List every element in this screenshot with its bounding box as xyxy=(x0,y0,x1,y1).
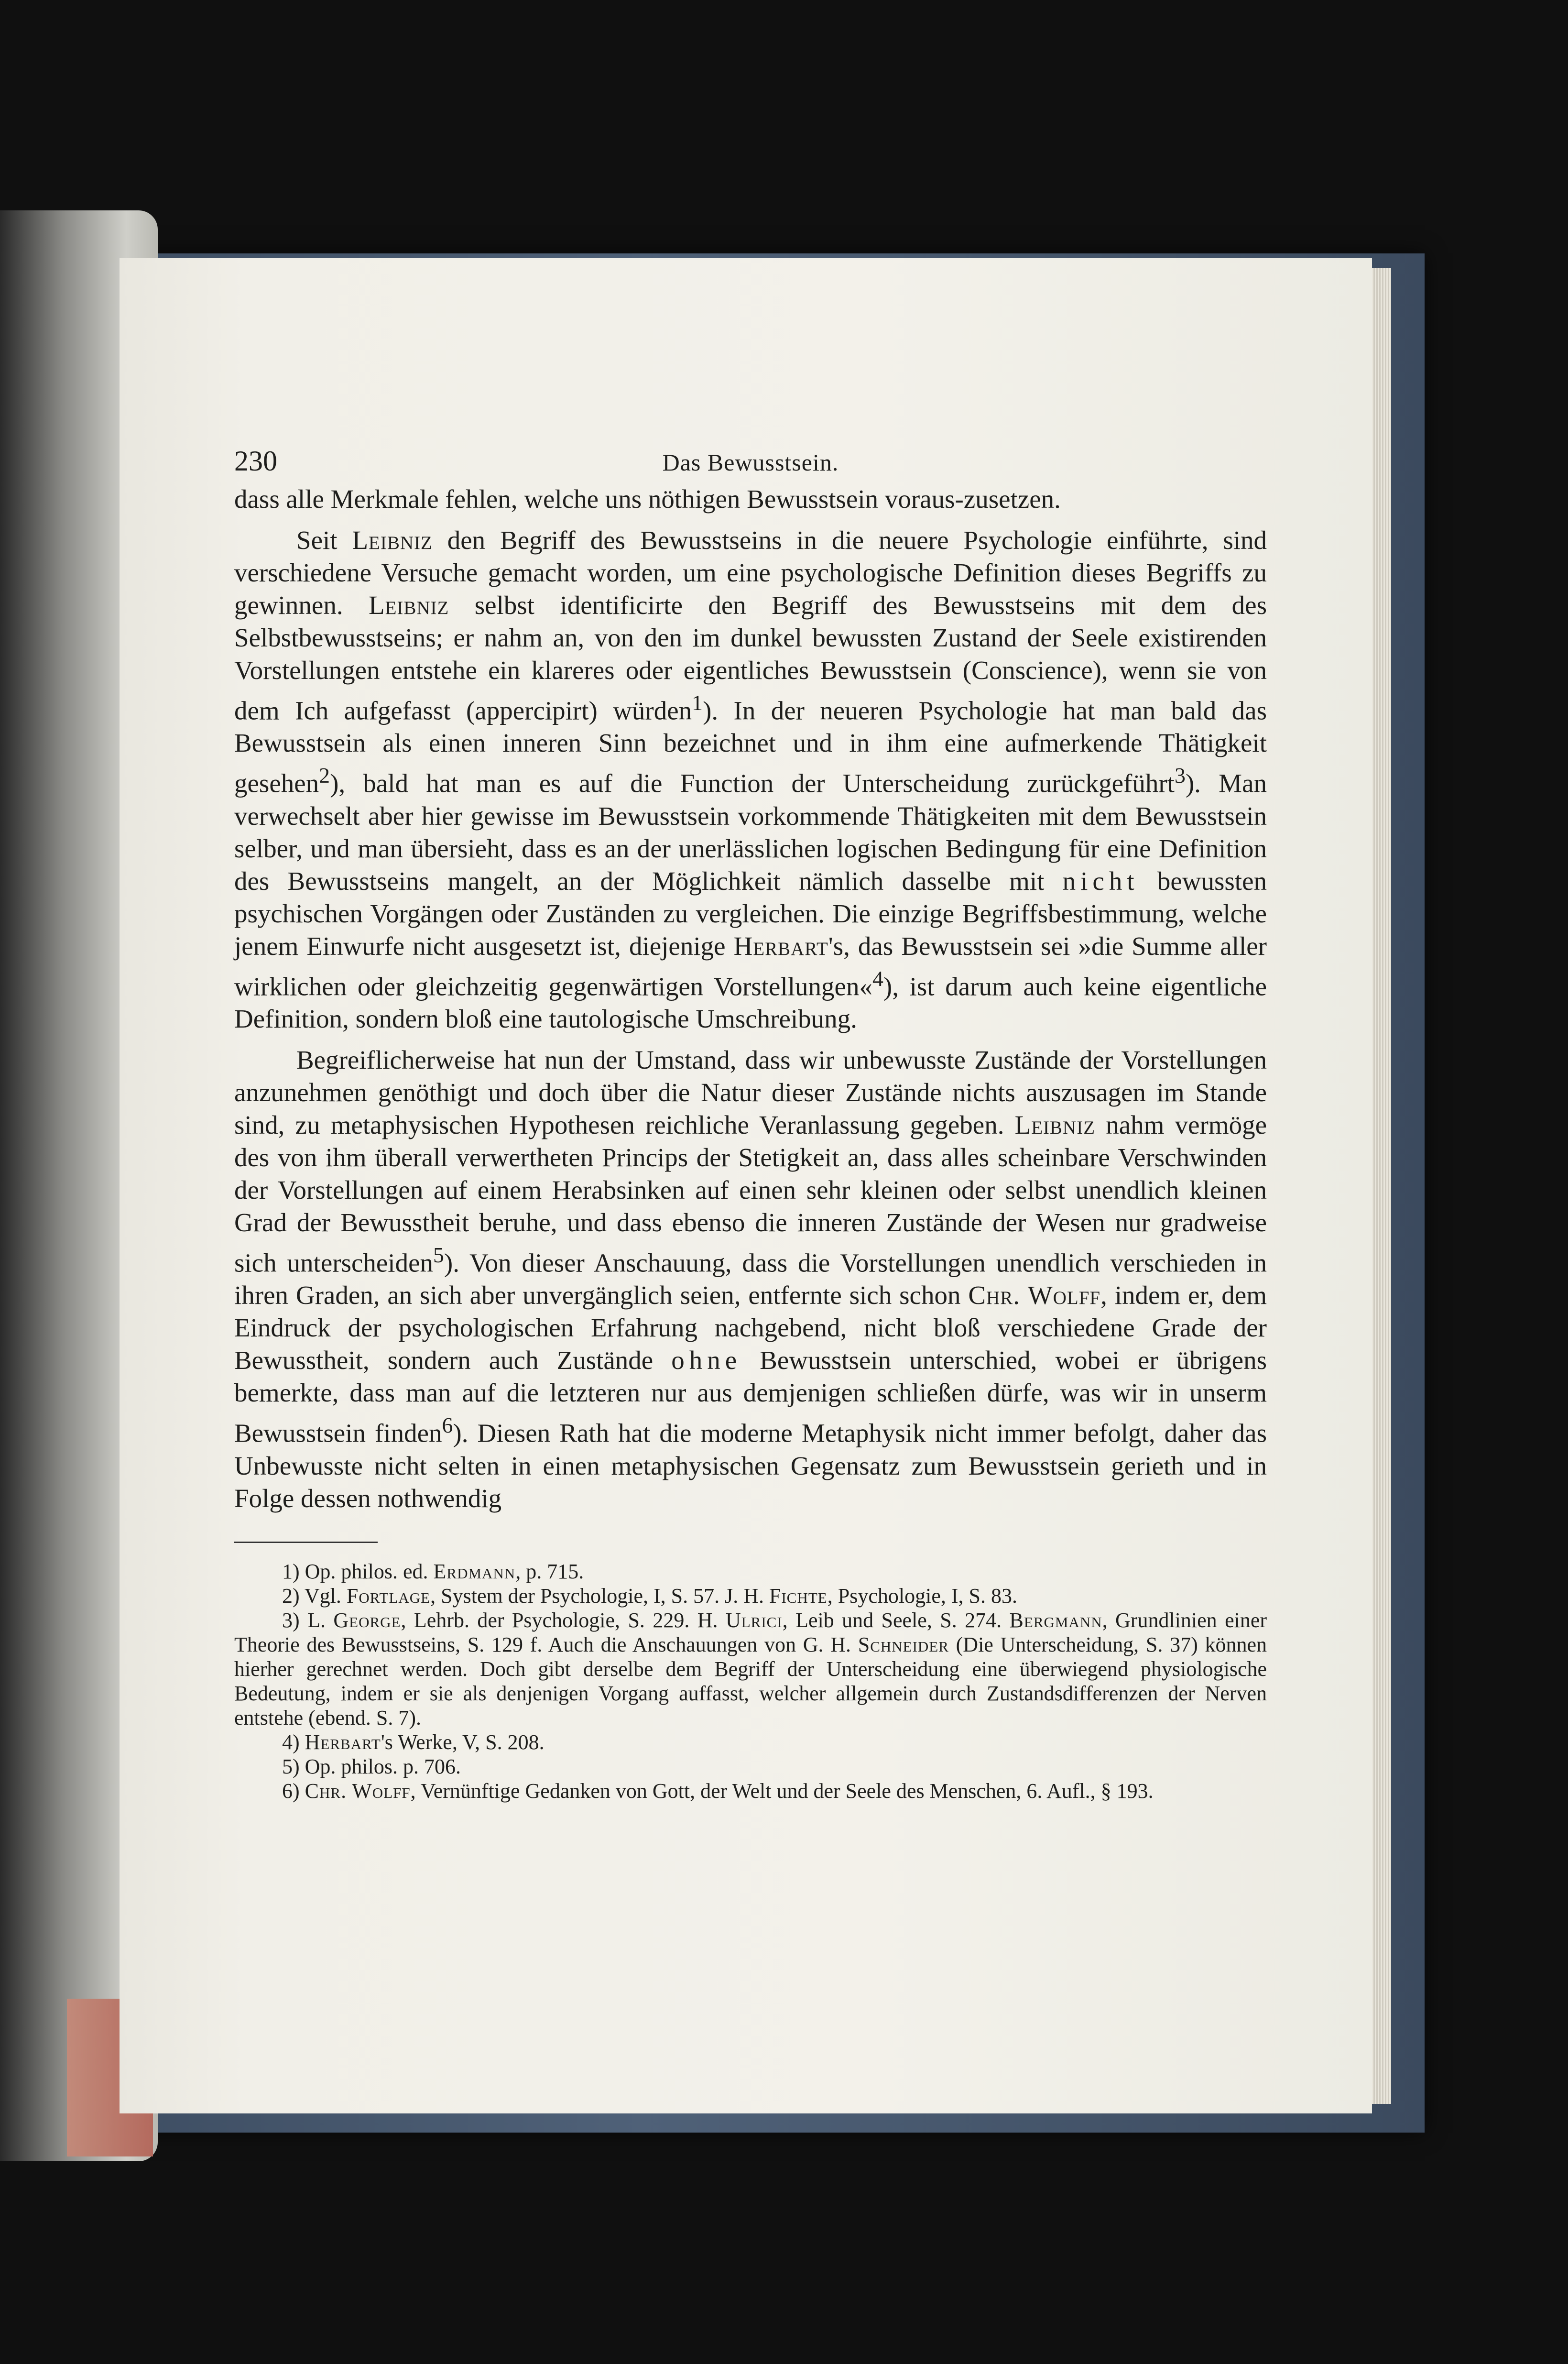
footnote-ref: 1 xyxy=(692,690,703,715)
author-name: Erdmann xyxy=(433,1559,516,1583)
text-run: ), ist darum auch keine eigentliche Definition, sondern bloß eine tautologische Umschreibung. xyxy=(234,971,1267,1033)
text-run: 's Werke, V, S. 208. xyxy=(381,1730,544,1754)
paragraph xyxy=(234,1044,1267,1515)
text-run: ), bald hat man es auf die Function der Unterscheidung zurückgeführt xyxy=(330,768,1175,798)
author-name: Fichte xyxy=(769,1584,828,1608)
paragraph xyxy=(234,524,1267,1035)
author-name: Leibniz xyxy=(352,525,433,555)
author-name: George xyxy=(333,1608,401,1632)
page-number: 230 xyxy=(234,445,277,477)
footnote-ref: 6 xyxy=(442,1413,453,1438)
text-run: 4) xyxy=(282,1730,305,1754)
text-run: ). Von dieser Anschauung, dass die Vorstellungen unendlich verschieden in ihren Graden, an sich aber unvergänglich seien, entfernte sich schon xyxy=(234,1248,1267,1310)
author-name: Schneider xyxy=(858,1632,949,1656)
running-title: Das Bewusstsein. xyxy=(662,449,839,476)
footnote xyxy=(234,1754,1267,1779)
text-run: 3) L. xyxy=(282,1608,334,1632)
footnote-ref: 2 xyxy=(319,763,330,788)
author-name: Leibniz xyxy=(368,591,449,620)
text-run: ). In der neueren Psychologie hat man bald das Bewusstsein als einen inneren Sinn bezeichnet und in ihm eine aufmerkende Thätigkeit gesehen xyxy=(234,696,1267,798)
text-run: selbst identificirte den Begriff des Bewusstseins mit dem des Selbstbewusstseins; er nahm an, von den im dunkel bewussten Zustand der Seele existirenden Vorstellungen entstehe ein klareres oder eigentliches Bewusstsein (Conscience), wenn sie von dem Ich aufgefasst (appercipirt) würden xyxy=(234,591,1267,725)
text-run: ). Diesen Rath hat die moderne Metaphysik nicht immer befolgt, daher das Unbewusste nicht selten in einen metaphysischen Gegensatz zum Bewusstsein gerieth und in Folge dessen nothwendig xyxy=(234,1418,1267,1513)
text-run: Seit xyxy=(296,525,352,555)
text-run: nahm vermöge des von ihm überall verwertheten Princips der Stetigkeit an, dass alles scheinbare Verschwinden der Vorstellungen auf einem Herabsinken auf einen sehr kleinen oder selbst unendlich kleinen Grad der Bewusstheit beruhe, und dass ebenso die inneren Zustände der Wesen nur gradweise sich unterscheiden xyxy=(234,1110,1267,1278)
text-run: , Vernünftige Gedanken von Gott, der Welt und der Seele des Menschen, 6. Aufl., § 193. xyxy=(410,1779,1154,1803)
footnote-ref: 3 xyxy=(1174,763,1186,788)
text-run: 6) xyxy=(282,1779,305,1803)
text-run: , System der Psychologie, I, S. 57. J. H. xyxy=(430,1584,770,1608)
author-name: Fortlage xyxy=(346,1584,431,1608)
text-run: 2) Vgl. xyxy=(282,1584,347,1608)
text-run: (Die Unterscheidung, S. 37) können hierher gerechnet werden. Doch gibt derselbe dem Begriff der Unterscheidung eine überwiegend physiologische Bedeutung, indem er sie als denjenigen Vorgang auffasst, welcher allgemein durch Zustandsdifferenzen der Nerven entstehe (ebend. S. 7). xyxy=(234,1632,1267,1729)
author-name: Chr. Wolff xyxy=(968,1280,1101,1310)
text-run: , Grundlinien einer Theorie des Bewusstseins, S. 129 f. Auch die Anschauungen von G. H. xyxy=(234,1608,1267,1656)
text-run: 5) Op. philos. p. 706. xyxy=(282,1754,461,1778)
footnote xyxy=(234,1559,1267,1584)
text-run: , p. 715. xyxy=(515,1559,584,1583)
author-name: Herbart xyxy=(305,1730,381,1754)
page-header xyxy=(234,445,1267,483)
body-text xyxy=(234,483,1267,1515)
text-run: , Psychologie, I, S. 83. xyxy=(827,1584,1017,1608)
paragraph-continued: dass alle Merkmale fehlen, welche uns nöthigen Bewusstsein voraus-zusetzen. xyxy=(234,484,1061,514)
page-content xyxy=(234,445,1267,1803)
author-name: Herbart xyxy=(733,931,828,961)
footnote xyxy=(234,1608,1267,1730)
footnote xyxy=(234,1584,1267,1608)
emphasis: ohne xyxy=(671,1346,742,1375)
text-run: 1) Op. philos. ed. xyxy=(282,1559,434,1583)
text-run: , indem er, dem Eindruck der psychologischen Erfahrung nachgebend, nicht bloß verschiedene Grade der Bewusstheit, sondern auch Zustände xyxy=(234,1280,1267,1375)
text-run: 's, das Bewusstsein sei »die Summe aller wirklichen oder gleichzeitig gegenwärtigen Vorstellungen« xyxy=(234,931,1267,1001)
author-name: Chr. Wolff xyxy=(305,1779,411,1803)
footnote xyxy=(234,1779,1267,1803)
text-run: , Leib und Seele, S. 274. xyxy=(782,1608,1010,1632)
text-run: Bewusstsein unterschied, wobei er übrigens bemerkte, dass man auf die letzteren nur aus demjenigen schließen dürfe, was wir in unserm Bewusstsein finden xyxy=(234,1346,1267,1448)
footnote-ref: 5 xyxy=(433,1242,444,1267)
footnote-ref: 4 xyxy=(872,966,883,991)
author-name: Ulrici xyxy=(725,1608,783,1632)
text-run: , Lehrb. der Psychologie, S. 229. H. xyxy=(401,1608,726,1632)
text-run: ). Man verwechselt aber hier gewisse im Bewusstsein vorkommende Thätigkeiten mit dem Bewusstsein selber, und man übersieht, dass es an der unerlässlichen logischen Bedingung für eine Definition des Bewusstseins mangelt, an der Möglichkeit nämlich dasselbe mit xyxy=(234,768,1267,896)
footnote xyxy=(234,1730,1267,1754)
author-name: Leibniz xyxy=(1014,1110,1096,1139)
text-run: den Begriff des Bewusstseins in die neuere Psychologie einführte, sind verschiedene Versuche gemacht worden, um eine psychologische Definition dieses Begriffs zu gewinnen. xyxy=(234,525,1267,620)
emphasis: nicht xyxy=(1062,866,1139,896)
author-name: Bergmann xyxy=(1009,1608,1102,1632)
text-run: Begreiflicherweise hat nun der Umstand, dass wir unbewusste Zustände der Vorstellungen anzunehmen genöthigt und doch über die Natur dieser Zustände nichts auszusagen im Stande sind, zu metaphysischen Hypothesen reichliche Veranlassung gegeben. xyxy=(234,1045,1267,1139)
footnotes xyxy=(234,1559,1267,1803)
text-run: bewussten psychischen Vorgängen oder Zuständen zu vergleichen. Die einzige Begriffsbestimmung, welche jenem Einwurfe nicht ausgesetzt ist, diejenige xyxy=(234,866,1267,961)
footnote-rule xyxy=(234,1542,378,1543)
